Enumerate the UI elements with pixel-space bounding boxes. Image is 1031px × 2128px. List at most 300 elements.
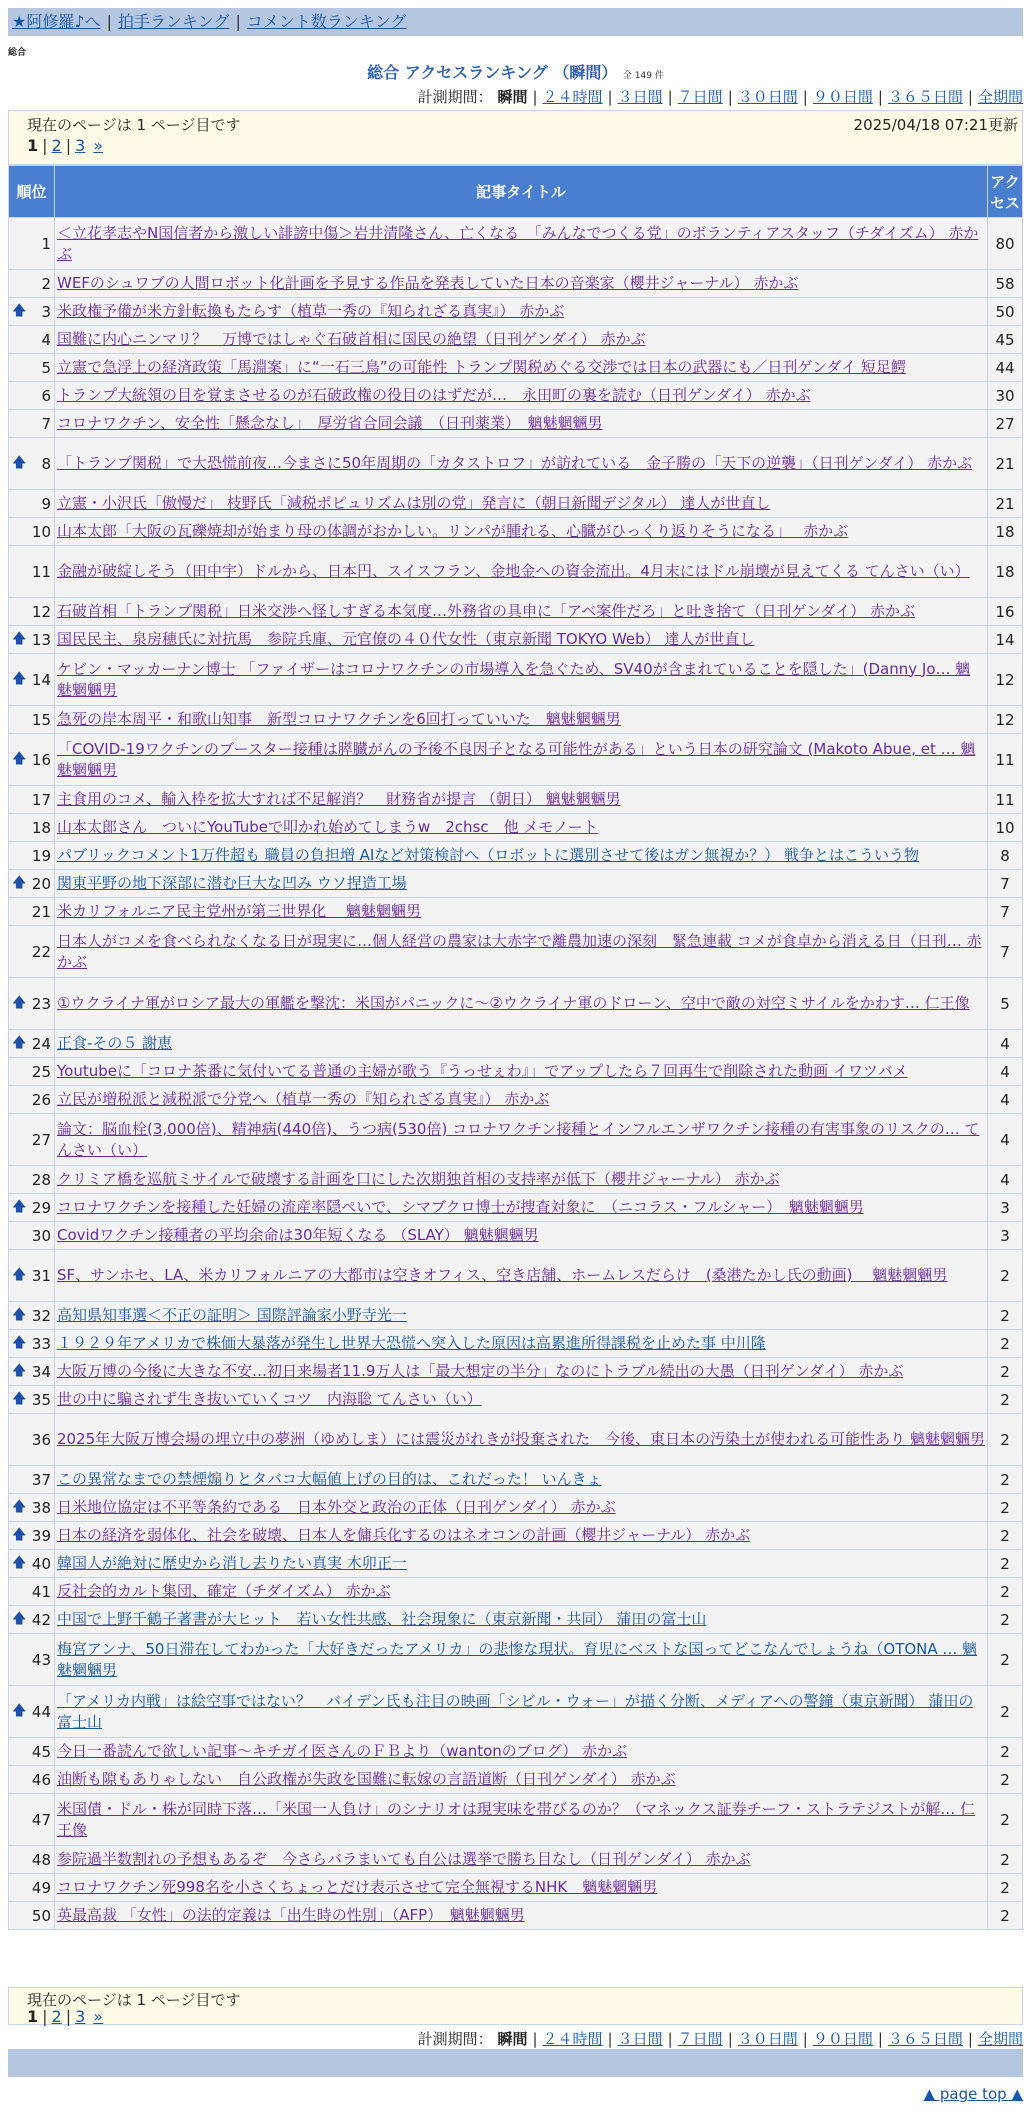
- title-cell: [55, 218, 988, 270]
- article-link[interactable]: 米カリフォルニア民主党州が第三世界化 魑魅魍魎男: [57, 902, 422, 920]
- article-link[interactable]: 大阪万博の今後に大きな不安…初日来場者11.9万人は「最大想定の半分」なのにトラブル続出の大愚（日刊ゲンダイ） 赤かぶ: [57, 1362, 904, 1380]
- article-link[interactable]: 国難に内心ニンマリ？ 万博ではしゃぐ石破首相に国民の絶望（日刊ゲンダイ） 赤かぶ: [57, 330, 646, 348]
- rank-number: 1: [41, 234, 51, 253]
- article-link[interactable]: 米国債・ドル・株が同時下落…「米国一人負け」のシナリオは現実味を帯びるのか？（マネックス証券チーフ・ストラテジストが解… 仁王像: [57, 1799, 975, 1839]
- access-count: 2: [988, 1550, 1023, 1578]
- title-cell: [55, 1902, 988, 1930]
- up-arrow-icon: 🡅: [12, 750, 27, 767]
- page-title: [0, 60, 1031, 83]
- access-count: 2: [988, 1686, 1023, 1738]
- footer-bar: [8, 2049, 1023, 2077]
- rank-number: 31: [31, 1266, 51, 1285]
- rank-cell: [9, 270, 55, 298]
- period-link-30d[interactable]: ３０日間: [737, 88, 798, 106]
- rank-number: 18: [31, 818, 51, 837]
- up-arrow-icon: 🡅: [12, 1362, 27, 1379]
- table-row: [9, 1166, 1023, 1194]
- rank-cell: [9, 1634, 55, 1686]
- rank-cell: [9, 842, 55, 870]
- access-count: 2: [988, 1302, 1023, 1330]
- current-page-text-bottom: 現在のページは 1 ページ目です: [27, 1991, 241, 2009]
- access-count: 2: [988, 1522, 1023, 1550]
- article-link[interactable]: Youtubeに「コロナ茶番に気付いてる普通の主婦が歌う『うっせぇわ』」でアップしたら７回再生で削除された動画 イワツバメ: [57, 1062, 908, 1080]
- period-selector-bottom: 計測期間： 瞬間 | ２４時間 | ３日間 | ７日間 | ３０日間 | ９０日間 | ３６５日間 | 全期間: [417, 2030, 1023, 2048]
- rank-cell: [9, 626, 55, 654]
- table-row: [9, 1606, 1023, 1634]
- table-row: [9, 270, 1023, 298]
- rank-number: 11: [31, 562, 51, 581]
- rank-cell: [9, 1358, 55, 1386]
- access-count: 2: [988, 1846, 1023, 1874]
- table-row: [9, 814, 1023, 842]
- rank-cell: [9, 490, 55, 518]
- table-row: [9, 1766, 1023, 1794]
- table-row: [9, 1522, 1023, 1550]
- access-count: 7: [988, 898, 1023, 926]
- article-link[interactable]: 英最高裁 「女性」の法的定義は「出生時の性別」（AFP） 魑魅魍魎男: [57, 1906, 525, 1924]
- article-link[interactable]: 韓国人が絶対に歴史から消し去りたい真実 木卯正一: [57, 1554, 407, 1572]
- rank-cell: [9, 1058, 55, 1086]
- title-cell: [55, 598, 988, 626]
- title-cell: [55, 842, 988, 870]
- table-row: [9, 518, 1023, 546]
- article-link[interactable]: 国民民主、泉房穂氏に対抗馬 参院兵庫、元官僚の４０代女性（東京新聞 TOKYO Web） 達人が世直し: [57, 630, 755, 648]
- title-cell: [55, 1414, 988, 1466]
- access-count: 18: [988, 546, 1023, 598]
- up-arrow-icon: 🡅: [12, 1390, 27, 1407]
- period-selector-top: 計測期間： 瞬間 | ２４時間 | ３日間 | ７日間 | ３０日間 | ９０日間 | ３６５日間 | 全期間: [417, 88, 1023, 106]
- article-link[interactable]: WEFのシュワブの人間ロボット化計画を予見する作品を発表していた日本の音楽家（櫻井ジャーナル） 赤かぶ: [57, 274, 799, 292]
- table-row: [9, 1494, 1023, 1522]
- rank-cell: [9, 1606, 55, 1634]
- title-cell: [55, 814, 988, 842]
- up-arrow-icon: 🡅: [12, 670, 27, 687]
- rank-cell: [9, 706, 55, 734]
- rank-cell: [9, 598, 55, 626]
- rank-cell: [9, 1414, 55, 1466]
- article-link[interactable]: パブリックコメント1万件超も 職員の負担増 AIなど対策検討へ（ロボットに選別させて後はガン無視か？） 戦争とはこういう物: [57, 846, 920, 864]
- table-row: [9, 1030, 1023, 1058]
- table-row: [9, 1250, 1023, 1302]
- article-link[interactable]: 2025年大阪万博会場の埋立中の夢洲（ゆめしま）には震災がれきが投棄された 今後、東日本の汚染土が使われる可能性あり 魑魅魍魎男: [57, 1430, 985, 1448]
- access-count: 10: [988, 814, 1023, 842]
- rank-number: 2: [41, 274, 51, 293]
- page-link-next[interactable]: »: [93, 136, 104, 155]
- article-link[interactable]: 反社会的カルト集団、確定（チダイズム） 赤かぶ: [57, 1582, 391, 1600]
- title-cell: [55, 1874, 988, 1902]
- article-link[interactable]: 「アメリカ内戦」は絵空事ではない？ バイデン氏も注目の映画「シビル・ウォー」が描く分断、メディアへの警鐘（東京新聞） 蒲田の富士山: [57, 1691, 974, 1731]
- table-row: [9, 706, 1023, 734]
- title-cell: [55, 706, 988, 734]
- title-cell: [55, 1358, 988, 1386]
- table-row: [9, 842, 1023, 870]
- table-row: [9, 926, 1023, 978]
- article-link[interactable]: 米政権予備が米方針転換もたらす（植草一秀の『知られざる真実』） 赤かぶ: [57, 302, 565, 320]
- period-link-365d-bottom[interactable]: ３６５日間: [887, 2030, 963, 2048]
- table-header-row: [9, 166, 1023, 218]
- table-row: [9, 1794, 1023, 1846]
- access-count: 14: [988, 626, 1023, 654]
- access-count: 2: [988, 1494, 1023, 1522]
- up-arrow-icon: 🡅: [12, 1702, 27, 1719]
- item-count: 全 149 件: [622, 71, 664, 81]
- title-cell: [55, 1766, 988, 1794]
- info-box-top: [8, 110, 1023, 165]
- article-link[interactable]: 参院過半数割れの予想もあるぞ 今さらバラまいても自公は選挙で勝ち目なし（日刊ゲンダイ） 赤かぶ: [57, 1850, 751, 1868]
- article-link[interactable]: コロナワクチンを接種した妊婦の流産率隠ぺいで、シマブクロ博士が捜査対象に （ニコラス・フルシャー） 魑魅魍魎男: [57, 1198, 864, 1216]
- rank-number: 28: [31, 1170, 51, 1189]
- rank-cell: [9, 1086, 55, 1114]
- period-link-24h-bottom[interactable]: ２４時間: [542, 2030, 603, 2048]
- up-arrow-icon: 🡅: [12, 1610, 27, 1627]
- rank-number: 39: [31, 1526, 51, 1545]
- table-row: [9, 1550, 1023, 1578]
- up-arrow-icon: 🡅: [12, 1198, 27, 1215]
- table-row: [9, 382, 1023, 410]
- access-count: 2: [988, 1874, 1023, 1902]
- period-link-30d-bottom[interactable]: ３０日間: [737, 2030, 798, 2048]
- period-label-bottom: 計測期間：: [417, 2030, 493, 2048]
- access-count: 4: [988, 1166, 1023, 1194]
- access-count: 12: [988, 654, 1023, 706]
- article-link[interactable]: 立憲で急浮上の経済政策「馬淵案」に“一石三鳥”の可能性 トランプ関税めぐる交渉では日本の武器にも／日刊ゲンダイ 短足鰐: [57, 358, 906, 376]
- rank-cell: [9, 898, 55, 926]
- access-count: 11: [988, 786, 1023, 814]
- access-count: 3: [988, 1194, 1023, 1222]
- table-row: [9, 1222, 1023, 1250]
- rank-cell: [9, 1794, 55, 1846]
- title-cell: [55, 1302, 988, 1330]
- title-cell: [55, 410, 988, 438]
- table-row: [9, 326, 1023, 354]
- page-link-3-bottom[interactable]: 3: [75, 2007, 86, 2026]
- up-arrow-icon: 🡅: [12, 1526, 27, 1543]
- pagination-bottom: 1 | 2 | 3 »: [27, 2007, 104, 2026]
- rank-number: 20: [31, 874, 51, 893]
- title-cell: [55, 298, 988, 326]
- rank-cell: [9, 1330, 55, 1358]
- rank-cell: [9, 326, 55, 354]
- article-link[interactable]: クリミア橋を巡航ミサイルで破壊する計画を口にした次期独首相の支持率が低下（櫻井ジャーナル） 赤かぶ: [57, 1170, 780, 1188]
- table-row: [9, 898, 1023, 926]
- access-count: 8: [988, 842, 1023, 870]
- period-current: 瞬間: [497, 88, 528, 106]
- table-row: [9, 1578, 1023, 1606]
- period-link-7d[interactable]: ７日間: [677, 88, 723, 106]
- rank-number: 7: [41, 414, 51, 433]
- rank-number: 10: [31, 522, 51, 541]
- up-arrow-icon: 🡅: [12, 874, 27, 891]
- article-link[interactable]: 世の中に騙されず生き抜いていくコツ 内海聡 てんさい（い）: [57, 1390, 482, 1408]
- table-row: [9, 1738, 1023, 1766]
- title-cell: [55, 518, 988, 546]
- article-link[interactable]: トランプ大統領の目を覚まさせるのが石破政権の役目のはずだが… 永田町の裏を読む（日刊ゲンダイ） 赤かぶ: [57, 386, 811, 404]
- rank-number: 4: [41, 330, 51, 349]
- access-count: 2: [988, 1634, 1023, 1686]
- rank-number: 38: [31, 1498, 51, 1517]
- access-count: 80: [988, 218, 1023, 270]
- rank-number: 42: [31, 1610, 51, 1629]
- article-link[interactable]: 中国で上野千鶴子著書が大ヒット 若い女性共感、社会現象に（東京新聞・共同） 蒲田の富士山: [57, 1610, 707, 1628]
- up-arrow-icon: 🡅: [12, 1554, 27, 1571]
- table-row: [9, 786, 1023, 814]
- header-rank: 順位: [9, 166, 55, 218]
- table-row: [9, 1902, 1023, 1930]
- article-link[interactable]: 急死の岸本周平・和歌山知事 新型コロナワクチンを6回打っていいた 魑魅魍魎男: [57, 710, 621, 728]
- rank-cell: [9, 786, 55, 814]
- rank-cell: [9, 1250, 55, 1302]
- title-cell: [55, 1250, 988, 1302]
- rank-number: 26: [31, 1090, 51, 1109]
- nav-link-comment-ranking[interactable]: コメント数ランキング: [246, 12, 407, 31]
- title-cell: [55, 1166, 988, 1194]
- rank-cell: [9, 1494, 55, 1522]
- rank-number: 12: [31, 602, 51, 621]
- table-row: [9, 1414, 1023, 1466]
- up-arrow-icon: 🡅: [12, 1306, 27, 1323]
- period-link-3d-bottom[interactable]: ３日間: [617, 2030, 663, 2048]
- table-row: [9, 1874, 1023, 1902]
- article-link[interactable]: 山本太郎さん ついにYouTubeで叩かれ始めてしまうw 2chsc 他 メモノート: [57, 818, 598, 836]
- article-link[interactable]: 金融が破綻しそう（田中宇）ドルから、日本円、スイスフラン、金地金への資金流出。4月末にはドル崩壊が見えてくる てんさい（い）: [57, 562, 970, 580]
- period-link-all[interactable]: 全期間: [977, 88, 1023, 106]
- title-cell: [55, 1794, 988, 1846]
- article-link[interactable]: この異常なまでの禁煙煽りとタバコ大幅値上げの目的は、これだった！ いんきょ: [57, 1470, 602, 1488]
- period-link-24h[interactable]: ２４時間: [542, 88, 603, 106]
- info-box-bottom: [8, 1987, 1023, 2025]
- page-top-link[interactable]: ▲ page top ▲: [923, 2085, 1023, 2103]
- access-count: 3: [988, 1222, 1023, 1250]
- table-row: [9, 1194, 1023, 1222]
- title-cell: [55, 1686, 988, 1738]
- article-link[interactable]: ＜立花孝志やN国信者から激しい誹謗中傷＞岩井清隆さん、亡くなる 「みんなでつくる党」のボランティアスタッフ（チダイズム） 赤かぶ: [57, 223, 979, 263]
- rank-number: 6: [41, 386, 51, 405]
- rank-cell: [9, 1738, 55, 1766]
- rank-number: 3: [41, 302, 51, 321]
- title-cell: [55, 1386, 988, 1414]
- period-link-90d[interactable]: ９０日間: [812, 88, 873, 106]
- access-count: 18: [988, 518, 1023, 546]
- page-link-2-bottom[interactable]: 2: [51, 2007, 62, 2026]
- access-count: 4: [988, 1058, 1023, 1086]
- rank-number: 9: [41, 494, 51, 513]
- rank-cell: [9, 1550, 55, 1578]
- period-label: 計測期間：: [417, 88, 493, 106]
- up-arrow-icon: 🡅: [12, 994, 27, 1011]
- rank-cell: [9, 1766, 55, 1794]
- article-link[interactable]: 立憲・小沢氏「傲慢だ」 枝野氏「減税ポピュリズムは別の党」発言に（朝日新聞デジタル） 達人が世直し: [57, 494, 771, 512]
- rank-number: 5: [41, 358, 51, 377]
- table-row: [9, 1846, 1023, 1874]
- up-arrow-icon: 🡅: [12, 1034, 27, 1051]
- table-row: [9, 1114, 1023, 1166]
- article-link[interactable]: 正食-その５ 謝恵: [57, 1034, 173, 1052]
- title-cell: [55, 1114, 988, 1166]
- rank-cell: [9, 734, 55, 786]
- rank-number: 35: [31, 1390, 51, 1409]
- rank-number: 36: [31, 1430, 51, 1449]
- table-row: [9, 1466, 1023, 1494]
- nav-link-applause-ranking[interactable]: 拍手ランキング: [117, 12, 230, 31]
- rank-number: 47: [31, 1810, 51, 1829]
- rank-number: 49: [31, 1878, 51, 1897]
- title-cell: [55, 1634, 988, 1686]
- article-link[interactable]: 日米地位協定は不平等条約である 日本外交と政治の正体（日刊ゲンダイ） 赤かぶ: [57, 1498, 616, 1516]
- table-row: [9, 626, 1023, 654]
- article-link[interactable]: 石破首相「トランプ関税」日米交渉へ怪しすぎる本気度…外務省の具申に「アベ案件だろ」と吐き捨て（日刊ゲンダイ） 赤かぶ: [57, 602, 915, 620]
- article-link[interactable]: 関東平野の地下深部に潜む巨大な凹み ウソ捏造工場: [57, 874, 407, 892]
- up-arrow-icon: 🡅: [12, 630, 27, 647]
- rank-number: 34: [31, 1362, 51, 1381]
- updated-timestamp: 2025/04/18 07:21更新: [853, 116, 1018, 134]
- access-count: 2: [988, 1766, 1023, 1794]
- rank-cell: [9, 1194, 55, 1222]
- table-row: [9, 598, 1023, 626]
- article-link[interactable]: 今日一番読んで欲しい記事〜キチガイ医さんのＦＢより（wantonのブログ） 赤かぶ: [57, 1742, 628, 1760]
- title-cell: [55, 1330, 988, 1358]
- rank-cell: [9, 1166, 55, 1194]
- title-cell: [55, 1494, 988, 1522]
- article-link[interactable]: SF、サンホセ、LA、米カリフォルニアの大都市は空きオフィス、空き店舗、ホームレスだらけ (桑港たかし氏の動画) 魑魅魍魎男: [57, 1266, 948, 1284]
- article-link[interactable]: ケビン・マッカーナン博士 「ファイザーはコロナワクチンの市場導入を急ぐため、SV40が含まれていることを隠した」(Danny Jo… 魑魅魍魎男: [57, 659, 971, 699]
- period-link-3d[interactable]: ３日間: [617, 88, 663, 106]
- title-cell: [55, 382, 988, 410]
- rank-number: 13: [31, 630, 51, 649]
- access-count: 11: [988, 734, 1023, 786]
- article-link[interactable]: Covidワクチン接種者の平均余命は30年短くなる （SLAY） 魑魅魍魎男: [57, 1226, 539, 1244]
- title-cell: [55, 1578, 988, 1606]
- table-row: [9, 438, 1023, 490]
- access-count: 2: [988, 1358, 1023, 1386]
- article-link[interactable]: 高知県知事選＜不正の証明＞ 国際評論家小野寺光一: [57, 1306, 407, 1324]
- article-link[interactable]: 主食用のコメ、輸入枠を拡大すれば不足解消？ 財務省が提言 （朝日） 魑魅魍魎男: [57, 790, 621, 808]
- article-link[interactable]: 油断も隙もありゃしない 自公政権が失政を国難に転嫁の言語道断（日刊ゲンダイ） 赤かぶ: [57, 1770, 676, 1788]
- rank-cell: [9, 1686, 55, 1738]
- table-row: [9, 734, 1023, 786]
- nav-link-asyura[interactable]: ★阿修羅♪へ: [12, 12, 101, 31]
- title-cell: [55, 354, 988, 382]
- access-count: 2: [988, 1414, 1023, 1466]
- title-cell: [55, 1194, 988, 1222]
- rank-cell: [9, 1578, 55, 1606]
- section-label: 総合: [8, 48, 27, 58]
- article-link[interactable]: 立民が増税派と減税派で分党へ（植草一秀の『知られざる真実』） 赤かぶ: [57, 1090, 550, 1108]
- article-link[interactable]: コロナワクチン、安全性「懸念なし」 厚労省合同会議 （日刊薬業） 魑魅魍魎男: [57, 414, 603, 432]
- article-link[interactable]: コロナワクチン死998名を小さくちょっとだけ表示させて完全無視するNHK 魑魅魍魎男: [57, 1878, 658, 1896]
- rank-cell: [9, 1302, 55, 1330]
- table-row: [9, 870, 1023, 898]
- rank-number: 8: [41, 454, 51, 473]
- access-count: 4: [988, 1030, 1023, 1058]
- ranking-table: [8, 165, 1023, 1930]
- period-link-7d-bottom[interactable]: ７日間: [677, 2030, 723, 2048]
- title-cell: [55, 1550, 988, 1578]
- rank-number: 19: [31, 846, 51, 865]
- title-cell: [55, 1606, 988, 1634]
- top-nav: ★阿修羅♪へ | 拍手ランキング | コメント数ランキング: [8, 8, 1023, 36]
- access-count: 4: [988, 1086, 1023, 1114]
- article-link[interactable]: 山本太郎「大阪の瓦礫焼却が始まり母の体調がおかしい。リンパが腫れる、心臓がひっくり返りそうになる」 赤かぶ: [57, 522, 849, 540]
- access-count: 2: [988, 1738, 1023, 1766]
- page-link-2[interactable]: 2: [51, 136, 62, 155]
- rank-number: 23: [31, 994, 51, 1013]
- page-link-next-bottom[interactable]: »: [93, 2007, 104, 2026]
- article-link[interactable]: １９２９年アメリカで株価大暴落が発生し世界大恐慌へ突入した原因は高累進所得課税を止めた事 中川隆: [57, 1334, 766, 1352]
- rank-cell: [9, 1522, 55, 1550]
- header-title: 記事タイトル: [55, 166, 988, 218]
- rank-number: 37: [31, 1470, 51, 1489]
- page-current-bottom: 1: [27, 2007, 39, 2026]
- access-count: 2: [988, 1386, 1023, 1414]
- rank-cell: [9, 870, 55, 898]
- table-row: [9, 1634, 1023, 1686]
- access-count: 21: [988, 490, 1023, 518]
- article-link[interactable]: 日本の経済を弱体化、社会を破壊、日本人を傭兵化するのはネオコンの計画（櫻井ジャーナル） 赤かぶ: [57, 1526, 751, 1544]
- rank-cell: [9, 1902, 55, 1930]
- title-cell: [55, 1738, 988, 1766]
- title-cell: [55, 438, 988, 490]
- title-cell: [55, 870, 988, 898]
- title-cell: [55, 1086, 988, 1114]
- article-link[interactable]: ①ウクライナ軍がロシア最大の軍艦を撃沈：米国がパニックに〜②ウクライナ軍のドローン、空中で敵の対空ミサイルをかわす… 仁王像: [57, 994, 970, 1012]
- rank-number: 30: [31, 1226, 51, 1245]
- period-link-all-bottom[interactable]: 全期間: [977, 2030, 1023, 2048]
- table-row: [9, 1058, 1023, 1086]
- rank-cell: [9, 546, 55, 598]
- title-cell: [55, 270, 988, 298]
- rank-number: 48: [31, 1850, 51, 1869]
- title-cell: [55, 1846, 988, 1874]
- rank-cell: [9, 1386, 55, 1414]
- rank-number: 25: [31, 1062, 51, 1081]
- rank-cell: [9, 354, 55, 382]
- article-link[interactable]: 論文：脳血栓(3,000倍)、精神病(440倍)、うつ病(530倍) コロナワクチン接種とインフルエンザワクチン接種の有害事象のリスクの… てんさい（い）: [57, 1119, 980, 1159]
- title-cell: [55, 898, 988, 926]
- table-row: [9, 218, 1023, 270]
- rank-cell: [9, 978, 55, 1030]
- rank-number: 29: [31, 1198, 51, 1217]
- access-count: 12: [988, 706, 1023, 734]
- table-row: [9, 978, 1023, 1030]
- period-link-365d[interactable]: ３６５日間: [887, 88, 963, 106]
- table-row: [9, 1358, 1023, 1386]
- table-row: [9, 1686, 1023, 1738]
- access-count: 21: [988, 438, 1023, 490]
- page-title-text: 総合 アクセスランキング （瞬間）: [367, 63, 618, 82]
- rank-number: 40: [31, 1554, 51, 1573]
- rank-cell: [9, 1030, 55, 1058]
- rank-number: 24: [31, 1034, 51, 1053]
- article-link[interactable]: 「トランプ関税」で大恐慌前夜…今まさに50年周期の「カタストロフ」が訪れている 金子勝の「天下の逆襲」（日刊ゲンダイ） 赤かぶ: [57, 454, 973, 472]
- article-link[interactable]: 梅宮アンナ、50日滞在してわかった「大好きだったアメリカ」の悲惨な現状。育児にベストな国ってどこなんでしょうね（OTONA … 魑魅魍魎男: [57, 1639, 978, 1679]
- access-count: 44: [988, 354, 1023, 382]
- table-row: [9, 410, 1023, 438]
- access-count: 2: [988, 1902, 1023, 1930]
- period-link-90d-bottom[interactable]: ９０日間: [812, 2030, 873, 2048]
- up-arrow-icon: 🡅: [12, 302, 27, 319]
- title-cell: [55, 926, 988, 978]
- page-link-3[interactable]: 3: [75, 136, 86, 155]
- access-count: 7: [988, 870, 1023, 898]
- article-link[interactable]: 「COVID-19ワクチンのブースター接種は膵臓がんの予後不良因子となる可能性がある」という日本の研究論文 (Makoto Abue, et … 魑魅魍魎男: [57, 739, 976, 779]
- article-link[interactable]: 日本人がコメを食べられなくなる日が現実に…個人経営の農家は大赤字で離農加速の深刻 緊急連載 コメが食卓から消える日（日刊… 赤かぶ: [57, 931, 982, 971]
- rank-cell: [9, 518, 55, 546]
- title-cell: [55, 490, 988, 518]
- table-row: [9, 298, 1023, 326]
- rank-number: 32: [31, 1306, 51, 1325]
- rank-number: 21: [31, 902, 51, 921]
- current-page-text: 現在のページは 1 ページ目です: [27, 116, 241, 134]
